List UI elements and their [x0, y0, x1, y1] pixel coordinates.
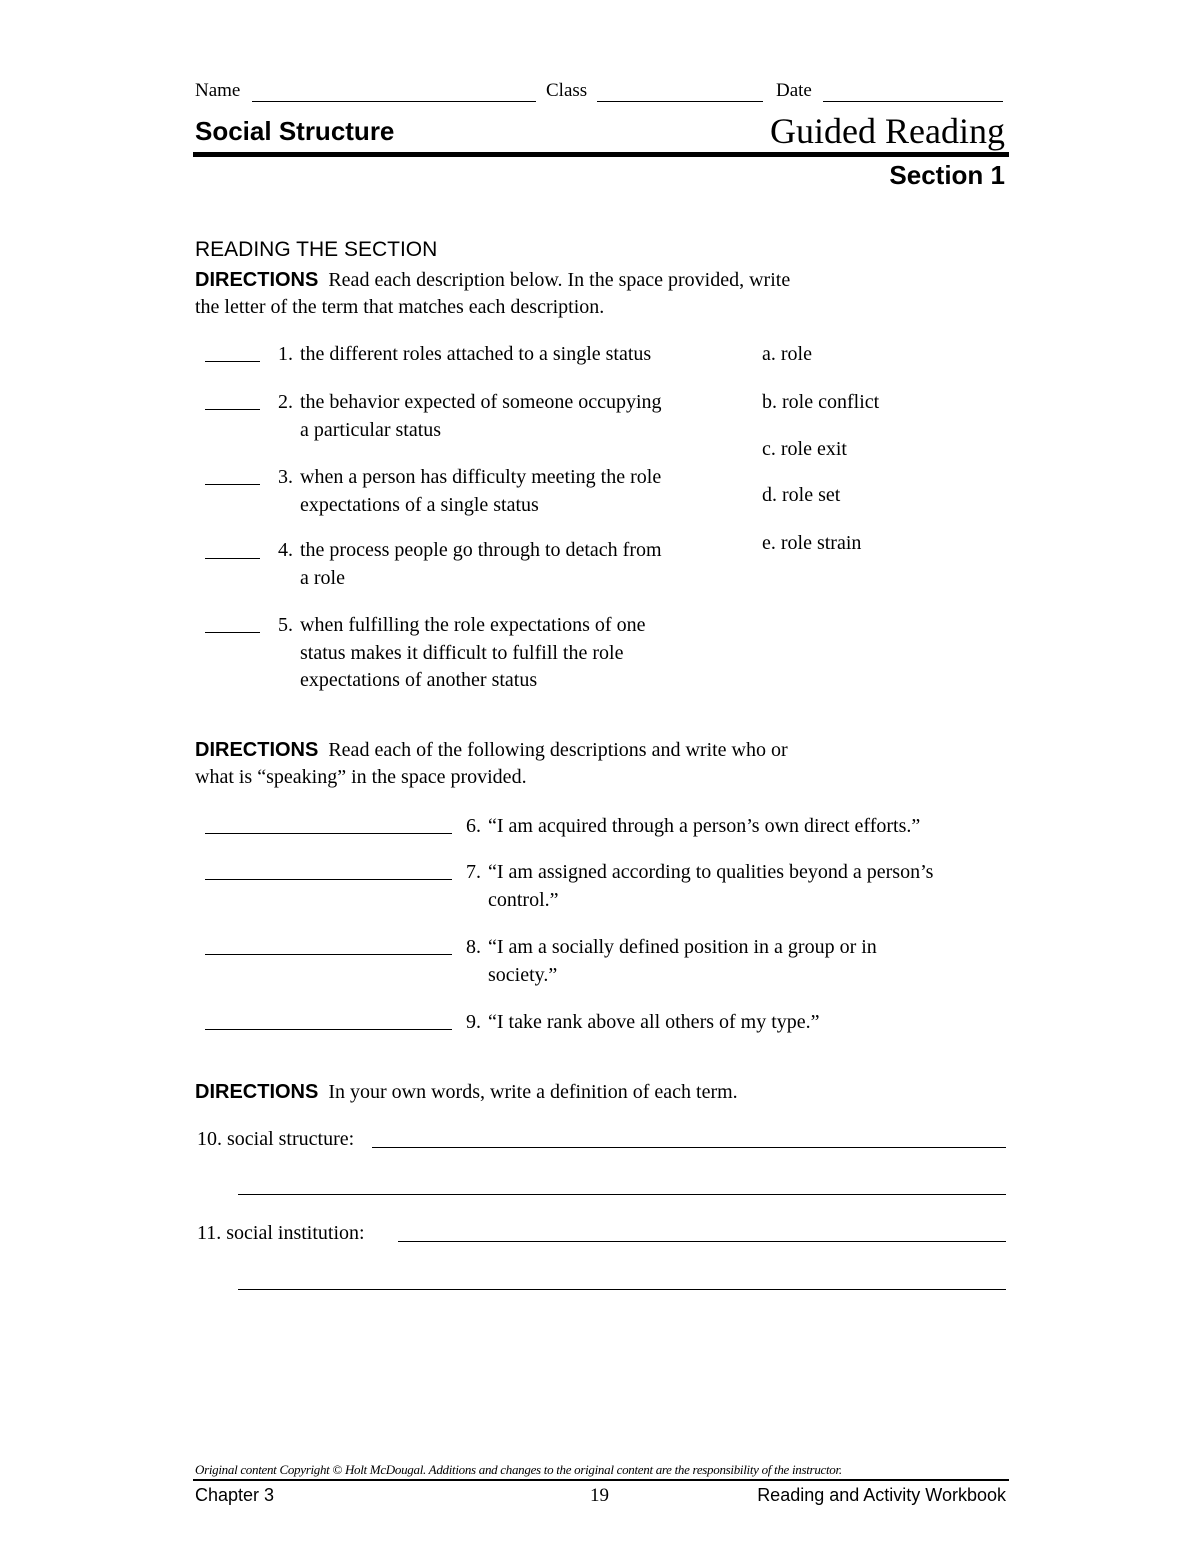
section-heading: READING THE SECTION: [195, 238, 438, 261]
term-item: b. role conflict: [762, 391, 880, 413]
question-text: the process people go through to detach from a role: [300, 539, 662, 589]
question-text: the behavior expected of someone occupying a particular status: [300, 391, 662, 441]
directions-1: [195, 267, 790, 321]
workbook-label: Reading and Activity Workbook: [757, 1485, 1006, 1505]
answer-blank-7[interactable]: [205, 879, 452, 880]
answer-blank-1[interactable]: [205, 361, 260, 362]
question-text: when a person has difficulty meeting the role expectations of a single status: [300, 466, 662, 516]
question-number: 6.: [466, 815, 481, 837]
date-label: Date: [776, 80, 812, 101]
question-number: 7.: [466, 861, 481, 883]
directions-label: DIRECTIONS: [195, 739, 319, 761]
question-text: “I take rank above all others of my type.”: [488, 1011, 820, 1033]
question-number: 9.: [466, 1011, 481, 1033]
page-title: Social Structure: [195, 116, 395, 146]
answer-blank-8[interactable]: [205, 954, 452, 955]
page-number: 19: [590, 1485, 609, 1506]
directions-text: Read each description below. In the space provided, write: [328, 269, 791, 291]
definition-line-10b[interactable]: [238, 1194, 1006, 1195]
term-item: e. role strain: [762, 532, 862, 554]
question-text: the different roles attached to a single status: [300, 343, 652, 365]
name-field[interactable]: [252, 101, 536, 102]
question-text: “I am assigned according to qualities beyond a person’s control.”: [488, 861, 934, 911]
answer-blank-3[interactable]: [205, 484, 260, 485]
directions-text: what is “speaking” in the space provided.: [195, 766, 527, 788]
answer-blank-5[interactable]: [205, 632, 260, 633]
directions-text: Read each of the following descriptions and write who or: [328, 739, 788, 761]
directions-2: [195, 737, 788, 791]
question-number: 3.: [278, 466, 293, 488]
term-item: c. role exit: [762, 438, 847, 460]
question-number: 1.: [278, 343, 293, 365]
answer-blank-6[interactable]: [205, 833, 452, 834]
date-field[interactable]: [823, 101, 1003, 102]
definition-line-11a[interactable]: [398, 1241, 1006, 1242]
name-label: Name: [195, 80, 241, 101]
class-field[interactable]: [597, 101, 763, 102]
class-label: Class: [546, 80, 588, 101]
definition-line-11b[interactable]: [238, 1289, 1006, 1290]
question-text: when fulfilling the role expectations of one status makes it difficult to fulfill the role expectations of another status: [300, 614, 646, 691]
answer-blank-4[interactable]: [205, 558, 260, 559]
header-rule: [193, 152, 1009, 157]
term-item: d. role set: [762, 484, 841, 506]
copyright-notice: Original content Copyright © Holt McDougal. Additions and changes to the original content are the responsibility of the instructor.: [195, 1462, 842, 1477]
chapter-label: Chapter 3: [195, 1485, 275, 1505]
definition-line-10a[interactable]: [372, 1147, 1006, 1148]
definition-label-11: 11. social institution:: [197, 1222, 365, 1244]
question-number: 2.: [278, 391, 293, 413]
question-number: 5.: [278, 614, 293, 636]
directions-text: the letter of the term that matches each description.: [195, 296, 605, 318]
footer-rule: [193, 1479, 1009, 1481]
definition-label-10: 10. social structure:: [197, 1128, 355, 1150]
term-item: a. role: [762, 343, 812, 365]
question-text: “I am acquired through a person’s own direct efforts.”: [488, 815, 921, 837]
section-label: Section 1: [889, 160, 1005, 190]
directions-label: DIRECTIONS: [195, 1081, 319, 1103]
doc-type-label: Guided Reading: [770, 111, 1005, 151]
answer-blank-9[interactable]: [205, 1029, 452, 1030]
directions-text: In your own words, write a definition of each term.: [328, 1081, 738, 1103]
question-number: 8.: [466, 936, 481, 958]
directions-3: [195, 1079, 738, 1106]
question-text: “I am a socially defined position in a group or in society.”: [488, 936, 877, 986]
directions-label: DIRECTIONS: [195, 269, 319, 291]
answer-blank-2[interactable]: [205, 409, 260, 410]
question-number: 4.: [278, 539, 293, 561]
